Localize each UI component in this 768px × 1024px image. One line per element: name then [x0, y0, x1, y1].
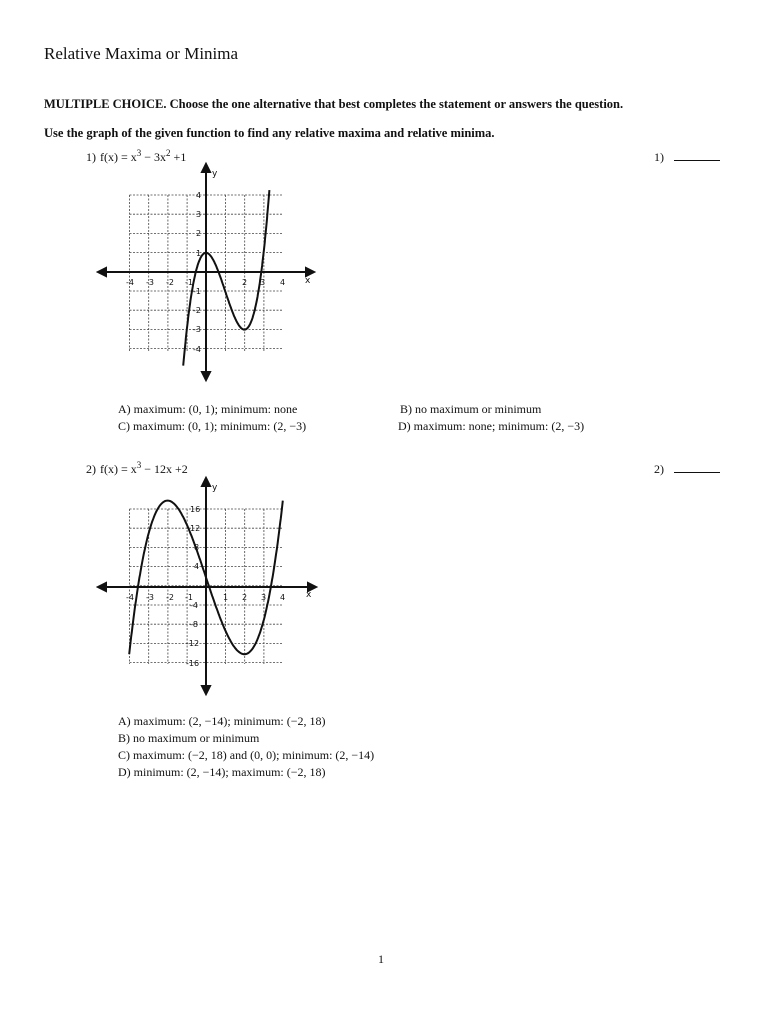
- func-part: +1: [170, 150, 187, 164]
- y-tick: -8: [190, 620, 198, 629]
- func-part: − 12x +2: [141, 462, 188, 476]
- multiple-choice-instructions: MULTIPLE CHOICE. Choose the one alternative that best completes the statement or answers the question.: [44, 97, 624, 111]
- x-tick: -1: [185, 278, 193, 287]
- x-tick: -1: [185, 593, 193, 602]
- page-number: 1: [378, 952, 384, 966]
- question-2-choice-d[interactable]: D) minimum: (2, −14); maximum: (−2, 18): [118, 765, 326, 779]
- graph-axes: [98, 478, 316, 694]
- func-exponent: 3: [136, 148, 142, 158]
- func-part: − 3x: [141, 150, 167, 164]
- x-tick: 3: [260, 278, 266, 287]
- func-part: f(x) = x: [100, 150, 137, 164]
- y-axis-label: y: [212, 483, 218, 493]
- x-axis-label: x: [305, 276, 311, 286]
- question-1-choice-a[interactable]: A) maximum: (0, 1); minimum: none: [118, 402, 298, 416]
- question-1-answer-blank[interactable]: [654, 148, 720, 166]
- y-tick: 1: [196, 249, 202, 258]
- y-tick: 2: [196, 229, 202, 238]
- y-tick: -4: [190, 601, 198, 610]
- y-tick: 12: [190, 524, 201, 533]
- y-tick: -2: [193, 306, 201, 315]
- x-axis-label: x: [306, 590, 312, 600]
- func-exponent: 2: [166, 148, 171, 158]
- question-2-choice-a[interactable]: A) maximum: (2, −14); minimum: (−2, 18): [118, 714, 326, 728]
- page-title: Relative Maxima or Minima: [44, 44, 239, 63]
- x-axis-arrow-left: [98, 268, 106, 276]
- x-axis-arrow-left: [98, 583, 106, 591]
- x-tick: -3: [146, 593, 154, 602]
- y-axis-label: y: [212, 169, 218, 179]
- x-tick: 2: [242, 593, 248, 602]
- x-tick: -2: [166, 593, 174, 602]
- y-axis-arrow-down: [202, 686, 210, 694]
- question-1-choice-b[interactable]: B) no maximum or minimum: [400, 402, 542, 416]
- x-tick: 1: [223, 593, 229, 602]
- y-tick: -4: [193, 345, 201, 354]
- x-tick: -3: [146, 278, 154, 287]
- question-1-number: 1): [86, 150, 96, 164]
- graph-tick-labels: [126, 169, 311, 354]
- question-1-choice-c[interactable]: C) maximum: (0, 1); minimum: (2, −3): [118, 419, 307, 433]
- answer-line[interactable]: [674, 462, 720, 473]
- y-axis-arrow-down: [202, 372, 210, 380]
- y-tick: -1: [193, 287, 201, 296]
- y-tick: 8: [194, 543, 200, 552]
- question-2-number: 2): [86, 462, 96, 476]
- y-tick: -3: [193, 325, 201, 334]
- question-2-choice-c[interactable]: C) maximum: (−2, 18) and (0, 0); minimum: (2, −14): [118, 748, 375, 762]
- x-tick: -2: [166, 278, 174, 287]
- y-tick: 16: [190, 505, 201, 514]
- x-tick: 4: [280, 593, 286, 602]
- question-1-graph: [96, 160, 326, 385]
- question-2-graph: [96, 474, 326, 700]
- question-2-choice-b[interactable]: B) no maximum or minimum: [118, 731, 260, 745]
- question-2-answer-blank[interactable]: [654, 460, 720, 478]
- x-tick: 2: [242, 278, 248, 287]
- y-tick: -12: [186, 639, 200, 648]
- graph-axes: [98, 164, 314, 380]
- func-part: f(x) = x: [100, 462, 137, 476]
- y-tick: 4: [196, 191, 202, 200]
- question-1-choice-d[interactable]: D) maximum: none; minimum: (2, −3): [398, 419, 585, 433]
- answer-label: 2): [654, 462, 664, 476]
- y-axis-arrow-up: [202, 478, 210, 486]
- x-tick: 3: [261, 593, 267, 602]
- x-tick: -4: [126, 278, 134, 287]
- x-axis-arrow-right: [306, 268, 314, 276]
- x-tick: -4: [126, 593, 134, 602]
- answer-line[interactable]: [674, 150, 720, 161]
- x-tick: 4: [280, 278, 286, 287]
- answer-label: 1): [654, 150, 664, 164]
- graph-instructions: Use the graph of the given function to find any relative maxima and relative minima.: [44, 126, 495, 140]
- func-exponent: 3: [136, 460, 142, 470]
- y-tick: -16: [186, 659, 200, 668]
- y-tick: 4: [194, 562, 200, 571]
- graph-tick-labels: [126, 483, 312, 668]
- y-axis-arrow-up: [202, 164, 210, 172]
- y-tick: 3: [196, 210, 202, 219]
